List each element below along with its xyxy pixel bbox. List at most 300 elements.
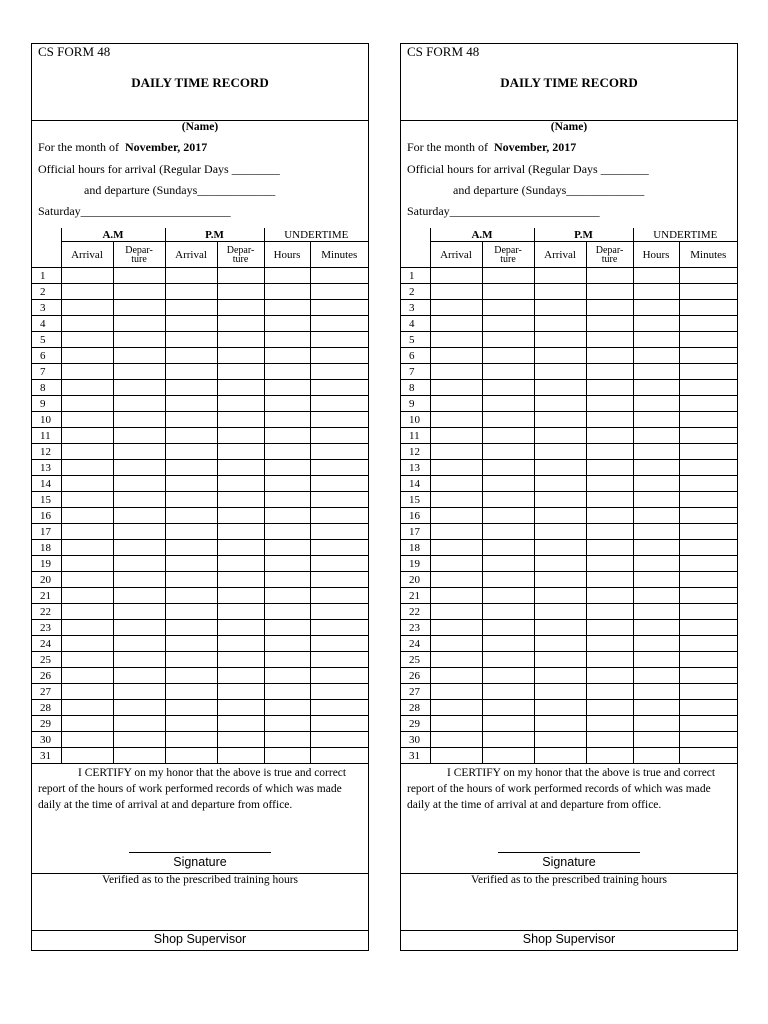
time-entry-cell[interactable]: [482, 652, 534, 668]
time-entry-cell[interactable]: [264, 332, 310, 348]
time-entry-cell[interactable]: [482, 316, 534, 332]
time-entry-cell[interactable]: [165, 684, 217, 700]
time-entry-cell[interactable]: [482, 508, 534, 524]
time-entry-cell[interactable]: [430, 700, 482, 716]
time-entry-cell[interactable]: [586, 748, 633, 764]
time-entry-cell[interactable]: [633, 492, 679, 508]
time-entry-cell[interactable]: [534, 412, 586, 428]
time-entry-cell[interactable]: [534, 364, 586, 380]
time-entry-cell[interactable]: [61, 460, 113, 476]
time-entry-cell[interactable]: [430, 524, 482, 540]
time-entry-cell[interactable]: [113, 748, 165, 764]
time-entry-cell[interactable]: [61, 652, 113, 668]
time-entry-cell[interactable]: [113, 636, 165, 652]
time-entry-cell[interactable]: [217, 668, 264, 684]
time-entry-cell[interactable]: [430, 620, 482, 636]
time-entry-cell[interactable]: [113, 444, 165, 460]
time-entry-cell[interactable]: [165, 364, 217, 380]
time-entry-cell[interactable]: [586, 732, 633, 748]
time-entry-cell[interactable]: [217, 268, 264, 284]
time-entry-cell[interactable]: [430, 300, 482, 316]
time-entry-cell[interactable]: [633, 652, 679, 668]
time-entry-cell[interactable]: [113, 524, 165, 540]
time-entry-cell[interactable]: [633, 348, 679, 364]
time-entry-cell[interactable]: [217, 444, 264, 460]
time-entry-cell[interactable]: [534, 588, 586, 604]
time-entry-cell[interactable]: [113, 540, 165, 556]
time-entry-cell[interactable]: [217, 636, 264, 652]
time-entry-cell[interactable]: [534, 604, 586, 620]
time-entry-cell[interactable]: [264, 700, 310, 716]
time-entry-cell[interactable]: [113, 476, 165, 492]
time-entry-cell[interactable]: [217, 492, 264, 508]
time-entry-cell[interactable]: [482, 636, 534, 652]
time-entry-cell[interactable]: [586, 316, 633, 332]
time-entry-cell[interactable]: [482, 364, 534, 380]
time-entry-cell[interactable]: [113, 348, 165, 364]
time-entry-cell[interactable]: [534, 716, 586, 732]
time-entry-cell[interactable]: [264, 668, 310, 684]
time-entry-cell[interactable]: [586, 300, 633, 316]
time-entry-cell[interactable]: [113, 668, 165, 684]
time-entry-cell[interactable]: [61, 444, 113, 460]
time-entry-cell[interactable]: [633, 524, 679, 540]
time-entry-cell[interactable]: [430, 748, 482, 764]
time-entry-cell[interactable]: [61, 396, 113, 412]
time-entry-cell[interactable]: [217, 732, 264, 748]
time-entry-cell[interactable]: [310, 540, 368, 556]
time-entry-cell[interactable]: [310, 556, 368, 572]
time-entry-cell[interactable]: [633, 732, 679, 748]
time-entry-cell[interactable]: [482, 444, 534, 460]
time-entry-cell[interactable]: [310, 620, 368, 636]
time-entry-cell[interactable]: [217, 572, 264, 588]
time-entry-cell[interactable]: [165, 396, 217, 412]
time-entry-cell[interactable]: [633, 572, 679, 588]
time-entry-cell[interactable]: [633, 460, 679, 476]
time-entry-cell[interactable]: [165, 268, 217, 284]
time-entry-cell[interactable]: [165, 316, 217, 332]
time-entry-cell[interactable]: [264, 748, 310, 764]
time-entry-cell[interactable]: [586, 604, 633, 620]
time-entry-cell[interactable]: [310, 604, 368, 620]
time-entry-cell[interactable]: [217, 748, 264, 764]
time-entry-cell[interactable]: [310, 380, 368, 396]
time-entry-cell[interactable]: [534, 444, 586, 460]
time-entry-cell[interactable]: [217, 604, 264, 620]
time-entry-cell[interactable]: [430, 412, 482, 428]
time-entry-cell[interactable]: [430, 460, 482, 476]
time-entry-cell[interactable]: [534, 540, 586, 556]
time-entry-cell[interactable]: [264, 556, 310, 572]
time-entry-cell[interactable]: [534, 668, 586, 684]
time-entry-cell[interactable]: [61, 700, 113, 716]
time-entry-cell[interactable]: [61, 748, 113, 764]
time-entry-cell[interactable]: [633, 556, 679, 572]
time-entry-cell[interactable]: [165, 732, 217, 748]
time-entry-cell[interactable]: [264, 572, 310, 588]
time-entry-cell[interactable]: [264, 444, 310, 460]
time-entry-cell[interactable]: [310, 748, 368, 764]
time-entry-cell[interactable]: [586, 684, 633, 700]
time-entry-cell[interactable]: [482, 732, 534, 748]
time-entry-cell[interactable]: [482, 668, 534, 684]
time-entry-cell[interactable]: [165, 556, 217, 572]
time-entry-cell[interactable]: [633, 380, 679, 396]
time-entry-cell[interactable]: [264, 620, 310, 636]
time-entry-cell[interactable]: [534, 684, 586, 700]
time-entry-cell[interactable]: [113, 556, 165, 572]
time-entry-cell[interactable]: [430, 588, 482, 604]
time-entry-cell[interactable]: [217, 684, 264, 700]
time-entry-cell[interactable]: [61, 300, 113, 316]
time-entry-cell[interactable]: [217, 332, 264, 348]
time-entry-cell[interactable]: [264, 508, 310, 524]
time-entry-cell[interactable]: [430, 668, 482, 684]
time-entry-cell[interactable]: [482, 332, 534, 348]
time-entry-cell[interactable]: [430, 316, 482, 332]
time-entry-cell[interactable]: [310, 732, 368, 748]
time-entry-cell[interactable]: [430, 684, 482, 700]
time-entry-cell[interactable]: [165, 540, 217, 556]
time-entry-cell[interactable]: [679, 620, 737, 636]
time-entry-cell[interactable]: [633, 396, 679, 412]
time-entry-cell[interactable]: [586, 396, 633, 412]
time-entry-cell[interactable]: [679, 700, 737, 716]
time-entry-cell[interactable]: [264, 300, 310, 316]
time-entry-cell[interactable]: [113, 380, 165, 396]
time-entry-cell[interactable]: [165, 588, 217, 604]
time-entry-cell[interactable]: [61, 428, 113, 444]
time-entry-cell[interactable]: [633, 620, 679, 636]
time-entry-cell[interactable]: [679, 460, 737, 476]
time-entry-cell[interactable]: [264, 524, 310, 540]
time-entry-cell[interactable]: [482, 684, 534, 700]
time-entry-cell[interactable]: [534, 460, 586, 476]
time-entry-cell[interactable]: [679, 508, 737, 524]
time-entry-cell[interactable]: [113, 716, 165, 732]
time-entry-cell[interactable]: [165, 636, 217, 652]
time-entry-cell[interactable]: [217, 588, 264, 604]
time-entry-cell[interactable]: [633, 636, 679, 652]
time-entry-cell[interactable]: [586, 332, 633, 348]
time-entry-cell[interactable]: [264, 540, 310, 556]
time-entry-cell[interactable]: [165, 380, 217, 396]
time-entry-cell[interactable]: [217, 540, 264, 556]
time-entry-cell[interactable]: [165, 668, 217, 684]
time-entry-cell[interactable]: [217, 524, 264, 540]
time-entry-cell[interactable]: [679, 412, 737, 428]
time-entry-cell[interactable]: [679, 684, 737, 700]
time-entry-cell[interactable]: [217, 556, 264, 572]
time-entry-cell[interactable]: [586, 412, 633, 428]
time-entry-cell[interactable]: [165, 492, 217, 508]
time-entry-cell[interactable]: [586, 540, 633, 556]
time-entry-cell[interactable]: [61, 492, 113, 508]
time-entry-cell[interactable]: [264, 380, 310, 396]
time-entry-cell[interactable]: [633, 316, 679, 332]
time-entry-cell[interactable]: [310, 508, 368, 524]
time-entry-cell[interactable]: [534, 556, 586, 572]
time-entry-cell[interactable]: [679, 332, 737, 348]
time-entry-cell[interactable]: [679, 716, 737, 732]
time-entry-cell[interactable]: [633, 684, 679, 700]
time-entry-cell[interactable]: [482, 348, 534, 364]
time-entry-cell[interactable]: [482, 716, 534, 732]
time-entry-cell[interactable]: [264, 428, 310, 444]
time-entry-cell[interactable]: [482, 620, 534, 636]
time-entry-cell[interactable]: [165, 476, 217, 492]
time-entry-cell[interactable]: [482, 284, 534, 300]
time-entry-cell[interactable]: [61, 380, 113, 396]
time-entry-cell[interactable]: [534, 396, 586, 412]
time-entry-cell[interactable]: [679, 588, 737, 604]
time-entry-cell[interactable]: [633, 364, 679, 380]
time-entry-cell[interactable]: [310, 492, 368, 508]
time-entry-cell[interactable]: [679, 348, 737, 364]
time-entry-cell[interactable]: [310, 716, 368, 732]
time-entry-cell[interactable]: [482, 700, 534, 716]
time-entry-cell[interactable]: [430, 716, 482, 732]
time-entry-cell[interactable]: [113, 700, 165, 716]
time-entry-cell[interactable]: [113, 300, 165, 316]
time-entry-cell[interactable]: [264, 684, 310, 700]
time-entry-cell[interactable]: [165, 412, 217, 428]
time-entry-cell[interactable]: [310, 268, 368, 284]
time-entry-cell[interactable]: [586, 668, 633, 684]
time-entry-cell[interactable]: [113, 332, 165, 348]
time-entry-cell[interactable]: [61, 556, 113, 572]
time-entry-cell[interactable]: [586, 476, 633, 492]
time-entry-cell[interactable]: [679, 364, 737, 380]
time-entry-cell[interactable]: [586, 556, 633, 572]
time-entry-cell[interactable]: [113, 572, 165, 588]
time-entry-cell[interactable]: [430, 604, 482, 620]
time-entry-cell[interactable]: [310, 428, 368, 444]
time-entry-cell[interactable]: [586, 284, 633, 300]
time-entry-cell[interactable]: [165, 460, 217, 476]
time-entry-cell[interactable]: [633, 476, 679, 492]
time-entry-cell[interactable]: [264, 732, 310, 748]
time-entry-cell[interactable]: [586, 524, 633, 540]
time-entry-cell[interactable]: [264, 476, 310, 492]
time-entry-cell[interactable]: [310, 284, 368, 300]
time-entry-cell[interactable]: [165, 716, 217, 732]
time-entry-cell[interactable]: [679, 572, 737, 588]
time-entry-cell[interactable]: [679, 652, 737, 668]
time-entry-cell[interactable]: [61, 476, 113, 492]
time-entry-cell[interactable]: [430, 732, 482, 748]
time-entry-cell[interactable]: [61, 604, 113, 620]
time-entry-cell[interactable]: [113, 284, 165, 300]
time-entry-cell[interactable]: [61, 284, 113, 300]
time-entry-cell[interactable]: [217, 412, 264, 428]
time-entry-cell[interactable]: [61, 268, 113, 284]
time-entry-cell[interactable]: [679, 268, 737, 284]
time-entry-cell[interactable]: [679, 556, 737, 572]
time-entry-cell[interactable]: [217, 428, 264, 444]
time-entry-cell[interactable]: [430, 348, 482, 364]
time-entry-cell[interactable]: [430, 268, 482, 284]
time-entry-cell[interactable]: [165, 652, 217, 668]
time-entry-cell[interactable]: [586, 460, 633, 476]
time-entry-cell[interactable]: [586, 700, 633, 716]
time-entry-cell[interactable]: [165, 444, 217, 460]
time-entry-cell[interactable]: [586, 572, 633, 588]
time-entry-cell[interactable]: [113, 316, 165, 332]
time-entry-cell[interactable]: [679, 316, 737, 332]
time-entry-cell[interactable]: [61, 508, 113, 524]
time-entry-cell[interactable]: [679, 540, 737, 556]
time-entry-cell[interactable]: [165, 748, 217, 764]
time-entry-cell[interactable]: [482, 604, 534, 620]
time-entry-cell[interactable]: [534, 300, 586, 316]
time-entry-cell[interactable]: [310, 300, 368, 316]
time-entry-cell[interactable]: [165, 284, 217, 300]
time-entry-cell[interactable]: [534, 476, 586, 492]
time-entry-cell[interactable]: [482, 540, 534, 556]
time-entry-cell[interactable]: [633, 668, 679, 684]
time-entry-cell[interactable]: [113, 492, 165, 508]
time-entry-cell[interactable]: [113, 604, 165, 620]
time-entry-cell[interactable]: [113, 732, 165, 748]
time-entry-cell[interactable]: [165, 428, 217, 444]
time-entry-cell[interactable]: [113, 588, 165, 604]
time-entry-cell[interactable]: [430, 332, 482, 348]
time-entry-cell[interactable]: [165, 332, 217, 348]
time-entry-cell[interactable]: [217, 620, 264, 636]
time-entry-cell[interactable]: [633, 604, 679, 620]
time-entry-cell[interactable]: [310, 572, 368, 588]
time-entry-cell[interactable]: [310, 684, 368, 700]
time-entry-cell[interactable]: [310, 652, 368, 668]
time-entry-cell[interactable]: [482, 524, 534, 540]
time-entry-cell[interactable]: [586, 508, 633, 524]
time-entry-cell[interactable]: [264, 396, 310, 412]
time-entry-cell[interactable]: [482, 476, 534, 492]
time-entry-cell[interactable]: [534, 636, 586, 652]
time-entry-cell[interactable]: [633, 540, 679, 556]
time-entry-cell[interactable]: [113, 412, 165, 428]
time-entry-cell[interactable]: [534, 700, 586, 716]
time-entry-cell[interactable]: [586, 652, 633, 668]
time-entry-cell[interactable]: [534, 428, 586, 444]
time-entry-cell[interactable]: [482, 556, 534, 572]
time-entry-cell[interactable]: [633, 284, 679, 300]
time-entry-cell[interactable]: [430, 476, 482, 492]
time-entry-cell[interactable]: [633, 412, 679, 428]
time-entry-cell[interactable]: [679, 492, 737, 508]
time-entry-cell[interactable]: [679, 380, 737, 396]
time-entry-cell[interactable]: [310, 316, 368, 332]
time-entry-cell[interactable]: [264, 348, 310, 364]
time-entry-cell[interactable]: [586, 428, 633, 444]
time-entry-cell[interactable]: [633, 748, 679, 764]
time-entry-cell[interactable]: [586, 348, 633, 364]
time-entry-cell[interactable]: [534, 348, 586, 364]
time-entry-cell[interactable]: [310, 636, 368, 652]
time-entry-cell[interactable]: [217, 316, 264, 332]
time-entry-cell[interactable]: [430, 284, 482, 300]
time-entry-cell[interactable]: [217, 652, 264, 668]
time-entry-cell[interactable]: [264, 588, 310, 604]
time-entry-cell[interactable]: [482, 300, 534, 316]
time-entry-cell[interactable]: [113, 508, 165, 524]
time-entry-cell[interactable]: [61, 732, 113, 748]
time-entry-cell[interactable]: [264, 492, 310, 508]
time-entry-cell[interactable]: [310, 460, 368, 476]
time-entry-cell[interactable]: [633, 332, 679, 348]
time-entry-cell[interactable]: [534, 316, 586, 332]
time-entry-cell[interactable]: [482, 572, 534, 588]
time-entry-cell[interactable]: [430, 428, 482, 444]
time-entry-cell[interactable]: [165, 604, 217, 620]
time-entry-cell[interactable]: [679, 748, 737, 764]
time-entry-cell[interactable]: [61, 684, 113, 700]
time-entry-cell[interactable]: [61, 348, 113, 364]
time-entry-cell[interactable]: [679, 428, 737, 444]
time-entry-cell[interactable]: [633, 444, 679, 460]
time-entry-cell[interactable]: [679, 444, 737, 460]
time-entry-cell[interactable]: [264, 412, 310, 428]
time-entry-cell[interactable]: [61, 636, 113, 652]
time-entry-cell[interactable]: [534, 732, 586, 748]
time-entry-cell[interactable]: [482, 268, 534, 284]
time-entry-cell[interactable]: [113, 684, 165, 700]
time-entry-cell[interactable]: [61, 540, 113, 556]
time-entry-cell[interactable]: [264, 716, 310, 732]
time-entry-cell[interactable]: [61, 572, 113, 588]
time-entry-cell[interactable]: [430, 492, 482, 508]
time-entry-cell[interactable]: [113, 428, 165, 444]
time-entry-cell[interactable]: [679, 300, 737, 316]
time-entry-cell[interactable]: [217, 396, 264, 412]
time-entry-cell[interactable]: [586, 268, 633, 284]
time-entry-cell[interactable]: [217, 364, 264, 380]
time-entry-cell[interactable]: [534, 284, 586, 300]
time-entry-cell[interactable]: [633, 508, 679, 524]
time-entry-cell[interactable]: [264, 636, 310, 652]
time-entry-cell[interactable]: [310, 332, 368, 348]
time-entry-cell[interactable]: [165, 700, 217, 716]
time-entry-cell[interactable]: [264, 268, 310, 284]
time-entry-cell[interactable]: [217, 508, 264, 524]
time-entry-cell[interactable]: [165, 300, 217, 316]
time-entry-cell[interactable]: [217, 716, 264, 732]
time-entry-cell[interactable]: [61, 668, 113, 684]
time-entry-cell[interactable]: [113, 460, 165, 476]
time-entry-cell[interactable]: [430, 396, 482, 412]
time-entry-cell[interactable]: [264, 364, 310, 380]
time-entry-cell[interactable]: [217, 460, 264, 476]
time-entry-cell[interactable]: [113, 364, 165, 380]
time-entry-cell[interactable]: [430, 636, 482, 652]
time-entry-cell[interactable]: [586, 444, 633, 460]
time-entry-cell[interactable]: [217, 700, 264, 716]
time-entry-cell[interactable]: [217, 348, 264, 364]
time-entry-cell[interactable]: [264, 604, 310, 620]
time-entry-cell[interactable]: [113, 620, 165, 636]
time-entry-cell[interactable]: [430, 572, 482, 588]
time-entry-cell[interactable]: [586, 716, 633, 732]
time-entry-cell[interactable]: [264, 460, 310, 476]
time-entry-cell[interactable]: [482, 460, 534, 476]
time-entry-cell[interactable]: [113, 396, 165, 412]
time-entry-cell[interactable]: [310, 700, 368, 716]
time-entry-cell[interactable]: [217, 380, 264, 396]
time-entry-cell[interactable]: [482, 428, 534, 444]
time-entry-cell[interactable]: [534, 748, 586, 764]
